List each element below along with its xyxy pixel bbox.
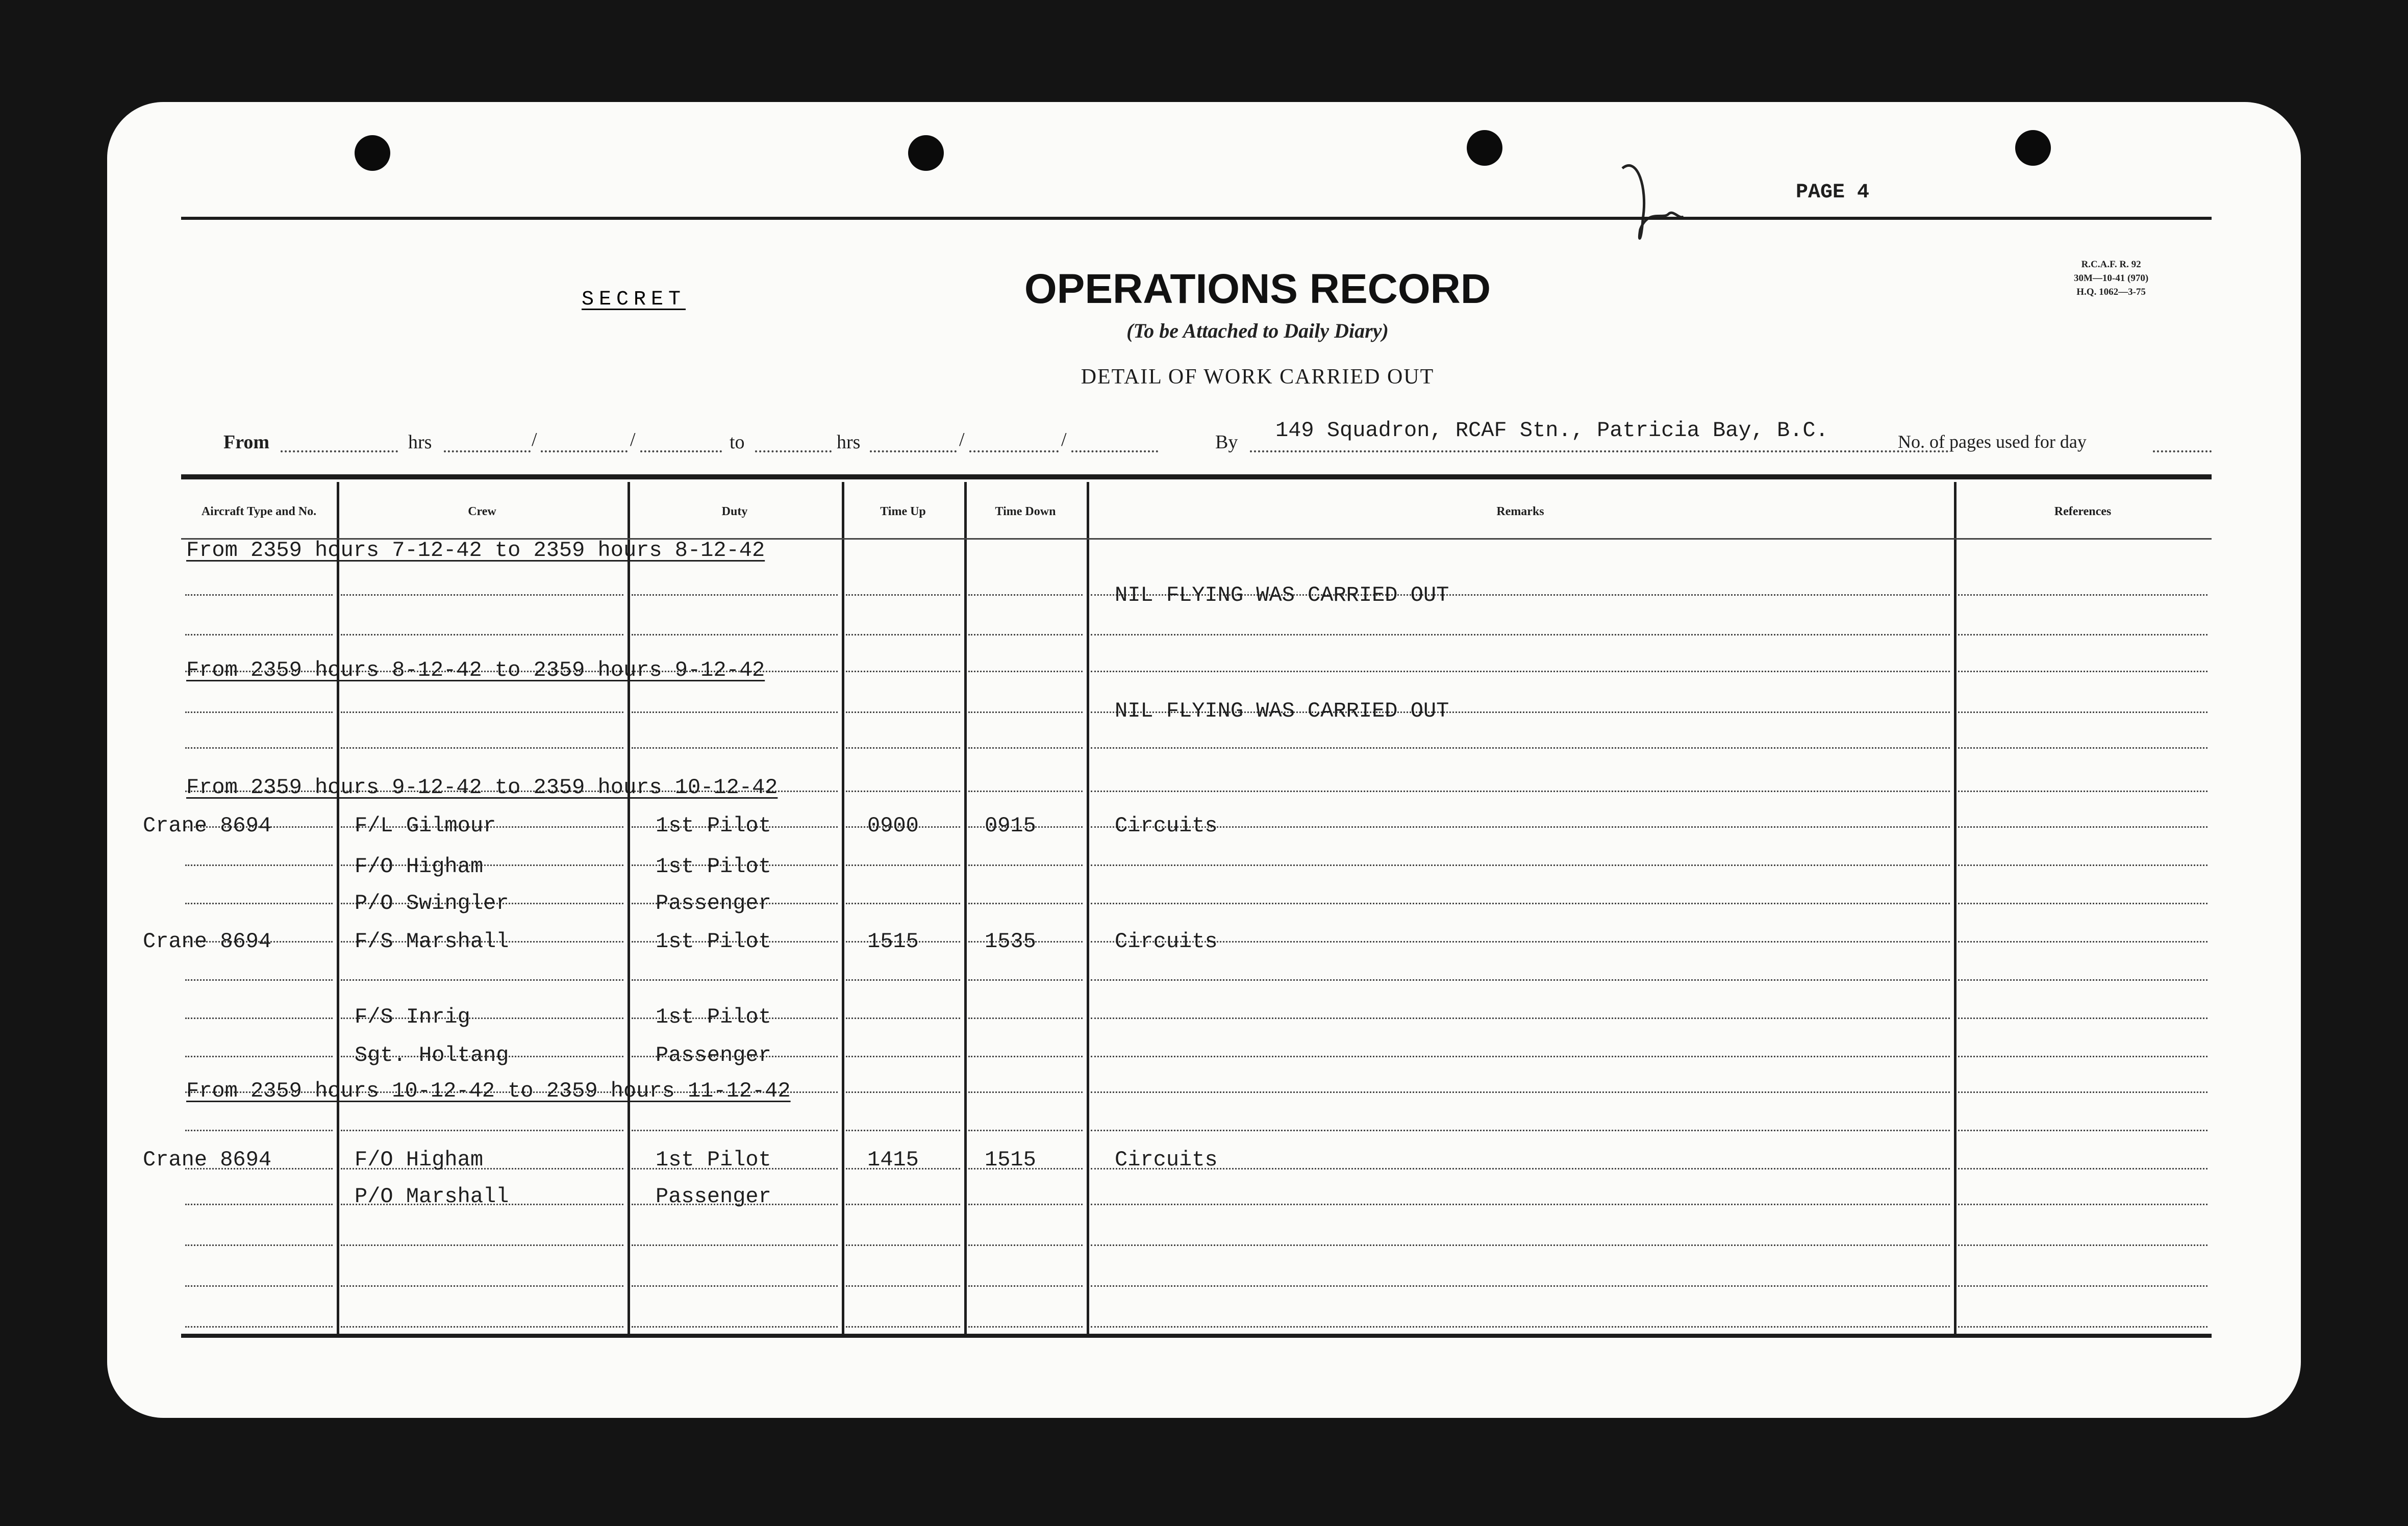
blank-line <box>1071 450 1158 452</box>
ruled-line <box>185 747 333 749</box>
ruled-line <box>968 671 1083 672</box>
time-up-cell: 1415 <box>867 1148 919 1172</box>
time-up-cell: 0900 <box>867 813 919 838</box>
remarks-cell: Circuits <box>1115 813 1218 838</box>
column-separator <box>628 482 630 1334</box>
time-down-column-header: Time Down <box>995 505 1056 518</box>
security-label: SECRET <box>582 288 686 311</box>
references-column-header: References <box>2054 505 2112 518</box>
form-code: R.C.A.F. R. 92 <box>2081 259 2141 270</box>
ruled-line <box>1958 864 2208 866</box>
ruled-line <box>1091 747 1950 749</box>
table-top-rule <box>181 474 2212 479</box>
slash: / <box>959 429 965 450</box>
duty-cell: Passenger <box>656 1184 771 1209</box>
ruled-line <box>341 979 623 981</box>
by-label: By <box>1215 431 1238 453</box>
ruled-line <box>632 979 838 981</box>
time-down-cell: 1515 <box>985 1148 1036 1172</box>
ruled-line <box>846 1130 960 1131</box>
ruled-line <box>1091 671 1950 672</box>
ruled-line <box>968 594 1083 596</box>
ruled-line <box>341 634 623 635</box>
ruled-line <box>185 979 333 981</box>
ruled-line <box>1958 826 2208 828</box>
slash: / <box>1061 429 1067 450</box>
ruled-line <box>846 864 960 866</box>
ruled-line <box>1091 1018 1950 1019</box>
ruled-line <box>1958 594 2208 596</box>
ruled-line <box>968 979 1083 981</box>
ruled-line <box>1958 941 2208 943</box>
ruled-line <box>185 903 333 904</box>
duty-cell: 1st Pilot <box>656 813 771 838</box>
date-range-heading: From 2359 hours 8-12-42 to 2359 hours 9-12-42 <box>186 658 765 682</box>
ruled-line <box>968 1285 1083 1287</box>
remarks-cell: Circuits <box>1115 1148 1218 1172</box>
ruled-line <box>968 1091 1083 1093</box>
blank-line <box>755 450 832 452</box>
blank-line <box>1250 450 1949 452</box>
ruled-line <box>968 903 1083 904</box>
hrs-label: hrs <box>408 431 432 453</box>
ruled-line <box>1958 1168 2208 1169</box>
form-subtitle: (To be Attached to Daily Diary) <box>1126 319 1389 342</box>
ruled-line <box>1958 747 2208 749</box>
date-range-heading: From 2359 hours 10-12-42 to 2359 hours 11-12-42 <box>186 1079 791 1103</box>
date-range-heading: From 2359 hours 9-12-42 to 2359 hours 10-12-42 <box>186 775 778 800</box>
ruled-line <box>846 1326 960 1328</box>
time-up-column-header: Time Up <box>880 505 926 518</box>
ruled-line <box>185 594 333 596</box>
ruled-line <box>846 711 960 713</box>
ruled-line <box>1091 903 1950 904</box>
ruled-line <box>1958 634 2208 635</box>
ruled-line <box>846 594 960 596</box>
ruled-line <box>632 594 838 596</box>
ruled-line <box>968 1204 1083 1205</box>
slash: / <box>532 429 537 450</box>
aircraft-cell: Crane 8694 <box>143 1148 272 1172</box>
handwritten-check-mark <box>1617 158 1689 255</box>
ruled-line <box>1091 1168 1950 1169</box>
ruled-line <box>1091 1285 1950 1287</box>
ruled-line <box>846 671 960 672</box>
crew-cell: F/O Higham <box>355 1148 484 1172</box>
crew-cell: Sgt. Holtang <box>355 1043 509 1067</box>
slash: / <box>630 429 636 450</box>
ruled-line <box>341 1130 623 1131</box>
blank-line <box>2153 450 2212 452</box>
ruled-line <box>1091 1326 1950 1328</box>
duty-cell: 1st Pilot <box>656 854 771 879</box>
ruled-line <box>1958 1285 2208 1287</box>
blank-line <box>281 450 398 452</box>
duty-cell: Passenger <box>656 1043 771 1067</box>
ruled-line <box>1958 711 2208 713</box>
crew-cell: F/O Higham <box>355 854 484 879</box>
ruled-line <box>1091 1244 1950 1246</box>
time-down-cell: 1535 <box>985 929 1036 954</box>
crew-column-header: Crew <box>468 505 496 518</box>
ruled-line <box>341 1285 623 1287</box>
pages-used-label: No. of pages used for day <box>1898 431 2087 452</box>
form-code-block <box>2074 258 2148 299</box>
blank-line <box>541 450 628 452</box>
form-title: OPERATIONS RECORD <box>1024 266 1491 312</box>
crew-cell: P/O Swingler <box>355 891 509 915</box>
ruled-line <box>185 1056 333 1057</box>
ruled-line <box>341 1326 623 1328</box>
column-separator <box>1954 482 1956 1334</box>
blank-line <box>444 450 531 452</box>
ruled-line <box>341 1244 623 1246</box>
time-down-cell: 0915 <box>985 813 1036 838</box>
ruled-line <box>968 1326 1083 1328</box>
top-rule <box>181 217 2212 220</box>
blank-line <box>870 450 957 452</box>
ruled-line <box>1958 1091 2208 1093</box>
ruled-line <box>846 791 960 792</box>
ruled-line <box>341 747 623 749</box>
punch-hole <box>908 135 944 171</box>
ruled-line <box>1958 903 2208 904</box>
ruled-line <box>1958 1018 2208 1019</box>
ruled-line <box>1958 1244 2208 1246</box>
detail-heading: DETAIL OF WORK CARRIED OUT <box>1081 365 1435 389</box>
ruled-line <box>846 1285 960 1287</box>
ruled-line <box>1091 1130 1950 1131</box>
ruled-line <box>185 634 333 635</box>
form-code: 30M—10-41 (970) <box>2074 273 2149 284</box>
ruled-line <box>846 979 960 981</box>
ruled-line <box>185 1018 333 1019</box>
ruled-line <box>1091 826 1950 828</box>
ruled-line <box>185 1326 333 1328</box>
blank-line <box>640 450 722 452</box>
crew-cell: F/S Inrig <box>355 1005 470 1029</box>
record-card <box>107 102 2301 1418</box>
ruled-line <box>846 634 960 635</box>
aircraft-cell: Crane 8694 <box>143 813 272 838</box>
remarks-cell: NIL FLYING WAS CARRIED OUT <box>1115 583 1449 607</box>
ruled-line <box>968 1018 1083 1019</box>
ruled-line <box>185 1285 333 1287</box>
ruled-line <box>1958 1056 2208 1057</box>
ruled-line <box>185 864 333 866</box>
ruled-line <box>1091 1204 1950 1205</box>
from-label: From <box>223 431 270 453</box>
duty-cell: 1st Pilot <box>656 1005 771 1029</box>
ruled-line <box>632 634 838 635</box>
ruled-line <box>968 864 1083 866</box>
ruled-line <box>1091 1056 1950 1057</box>
ruled-line <box>185 1244 333 1246</box>
ruled-line <box>968 634 1083 635</box>
ruled-line <box>1958 1204 2208 1205</box>
ruled-line <box>341 711 623 713</box>
ruled-line <box>1958 671 2208 672</box>
column-separator <box>842 482 844 1334</box>
punch-hole <box>355 135 390 171</box>
aircraft-column-header: Aircraft Type and No. <box>201 505 317 518</box>
time-up-cell: 1515 <box>867 929 919 954</box>
ruled-line <box>632 711 838 713</box>
ruled-line <box>632 747 838 749</box>
crew-cell: F/L Gilmour <box>355 813 496 838</box>
aircraft-cell: Crane 8694 <box>143 929 272 954</box>
ruled-line <box>341 594 623 596</box>
unit-name: 149 Squadron, RCAF Stn., Patricia Bay, B.C. <box>1275 418 1828 443</box>
ruled-line <box>846 903 960 904</box>
ruled-line <box>1091 634 1950 635</box>
ruled-line <box>1091 864 1950 866</box>
ruled-line <box>1958 979 2208 981</box>
ruled-line <box>632 1285 838 1287</box>
crew-cell: F/S Marshall <box>355 929 509 954</box>
date-range-heading: From 2359 hours 7-12-42 to 2359 hours 8-12-42 <box>186 538 765 563</box>
form-code: H.Q. 1062—3-75 <box>2076 287 2146 297</box>
ruled-line <box>846 1056 960 1057</box>
ruled-line <box>1091 1091 1950 1093</box>
ruled-line <box>632 1244 838 1246</box>
ruled-line <box>1958 1130 2208 1131</box>
ruled-line <box>1091 979 1950 981</box>
crew-cell: P/O Marshall <box>355 1184 509 1209</box>
ruled-line <box>846 1018 960 1019</box>
ruled-line <box>968 791 1083 792</box>
duty-cell: 1st Pilot <box>656 929 771 954</box>
ruled-line <box>185 1130 333 1131</box>
ruled-line <box>846 747 960 749</box>
remarks-cell: Circuits <box>1115 929 1218 954</box>
ruled-line <box>632 1130 838 1131</box>
ruled-line <box>846 1244 960 1246</box>
ruled-line <box>968 1130 1083 1131</box>
ruled-line <box>1958 791 2208 792</box>
ruled-line <box>968 1244 1083 1246</box>
column-separator <box>1087 482 1089 1334</box>
remarks-column-header: Remarks <box>1496 505 1544 518</box>
table-bottom-rule <box>181 1334 2212 1338</box>
column-separator <box>337 482 339 1334</box>
ruled-line <box>968 711 1083 713</box>
hrs-label: hrs <box>837 431 861 453</box>
column-separator <box>964 482 967 1334</box>
duty-cell: 1st Pilot <box>656 1148 771 1172</box>
ruled-line <box>846 1091 960 1093</box>
ruled-line <box>1091 941 1950 943</box>
ruled-line <box>968 1056 1083 1057</box>
ruled-line <box>185 1204 333 1205</box>
ruled-line <box>632 1326 838 1328</box>
punch-hole <box>1467 130 1502 166</box>
ruled-line <box>846 1204 960 1205</box>
ruled-line <box>1091 791 1950 792</box>
ruled-line <box>968 747 1083 749</box>
duty-cell: Passenger <box>656 891 771 915</box>
remarks-cell: NIL FLYING WAS CARRIED OUT <box>1115 699 1449 723</box>
page-label: PAGE 4 <box>1796 181 1870 204</box>
punch-hole <box>2015 130 2051 166</box>
ruled-line <box>1958 1326 2208 1328</box>
blank-line <box>969 450 1059 452</box>
ruled-line <box>185 711 333 713</box>
to-label: to <box>730 431 745 453</box>
duty-column-header: Duty <box>721 505 748 518</box>
